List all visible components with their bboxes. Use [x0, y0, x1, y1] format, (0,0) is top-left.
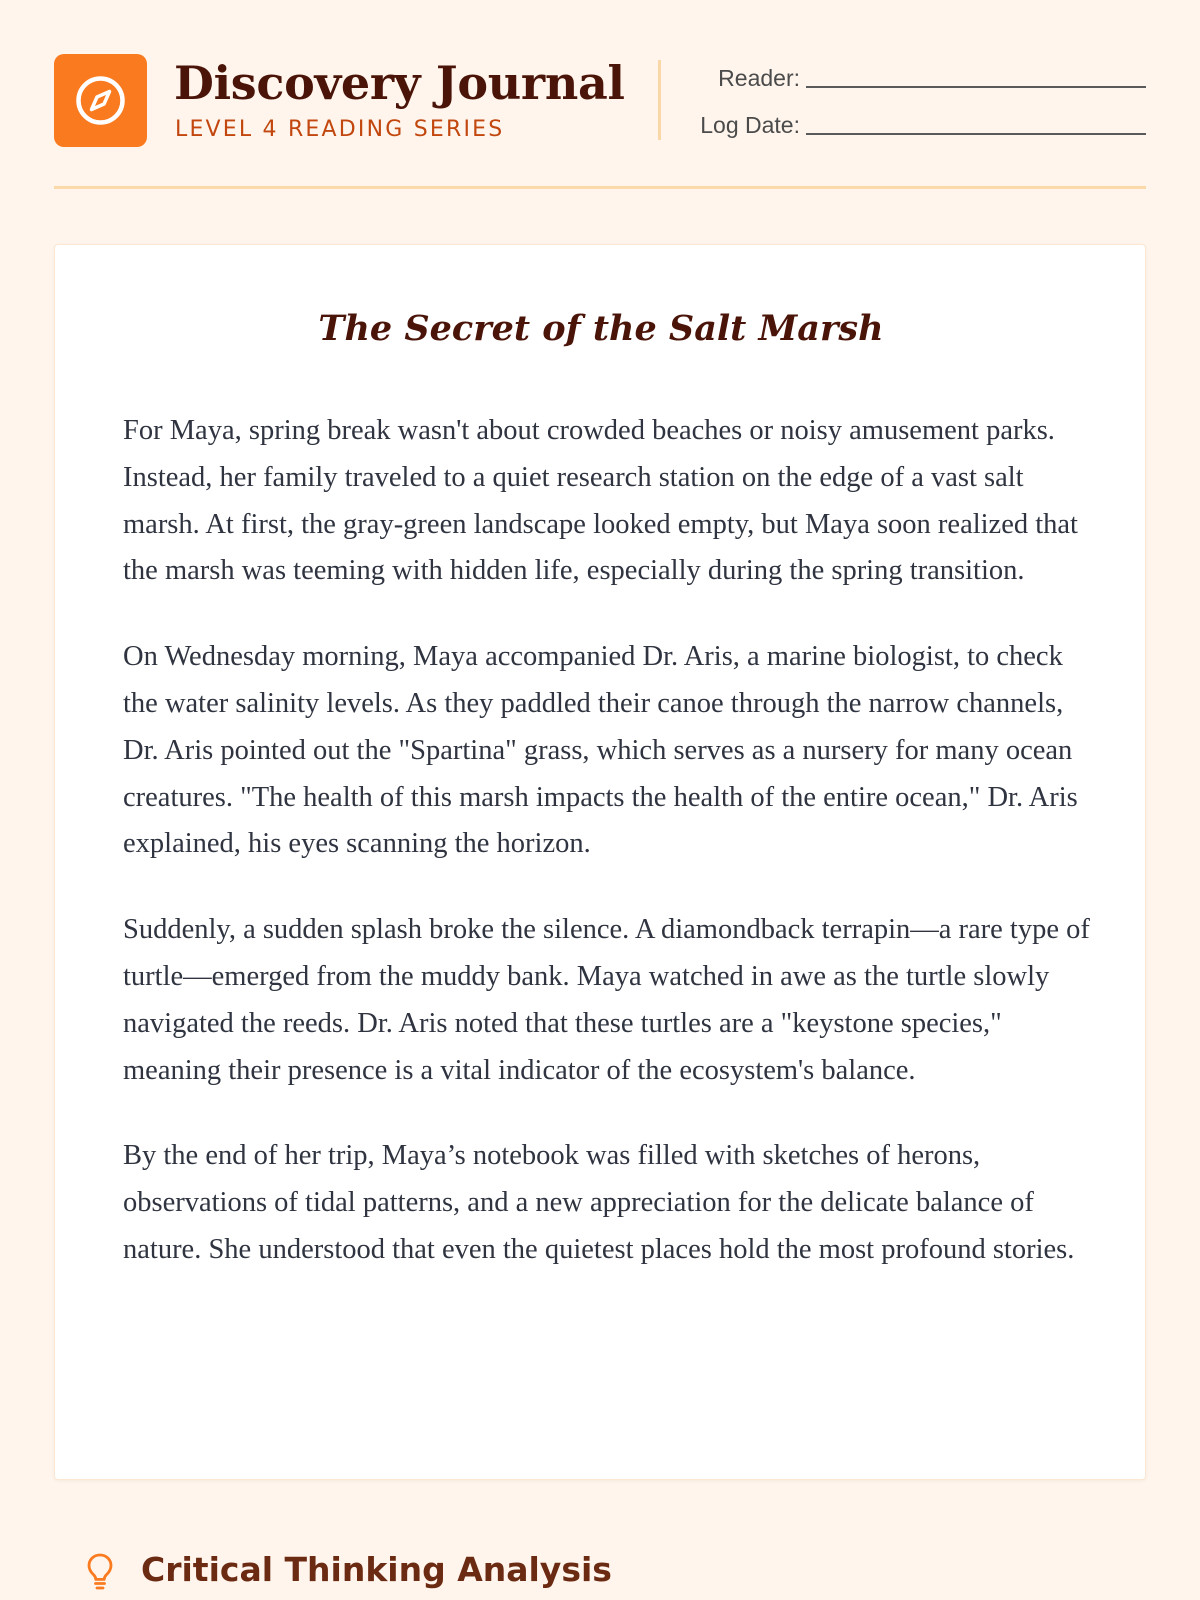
story-paragraph: For Maya, spring break wasn't about crowded beaches or noisy amusement parks. Instead, her family traveled to a quiet research station on the edge of a vast salt marsh. At first, the gray-green landscape looked empty, but Maya soon realized that the marsh was teeming with hidden life, especially during the spring transition.: [123, 415, 1078, 587]
story-paragraph: On Wednesday morning, Maya accompanied Dr. Aris, a marine biologist, to check the water salinity levels. As they paddled their canoe through the narrow channels, Dr. Aris pointed out the "Spartina" grass, which serves as a nursery for many ocean creatures. "The health of this marsh impacts the health of the entire ocean," Dr. Aris explained, his eyes scanning the horizon.: [123, 641, 1078, 860]
reader-blank-line[interactable]: [806, 64, 1146, 88]
lightbulb-icon: [86, 1552, 114, 1592]
series-subtitle: LEVEL 4 READING SERIES: [175, 117, 505, 142]
story-card: [54, 244, 1146, 1480]
reader-field: [718, 64, 1146, 96]
story-title: The Secret of the Salt Marsh: [318, 308, 884, 349]
journal-title: Discovery Journal: [174, 56, 625, 110]
header-divider: [658, 60, 661, 140]
log-date-label: Log Date:: [700, 112, 800, 138]
story-paragraph: By the end of her trip, Maya’s notebook was filled with sketches of herons, observations of tidal patterns, and a new appreciation for the delicate balance of nature. She understood that even the quietest places hold the most profound stories.: [123, 1140, 1075, 1265]
reader-label: Reader:: [718, 65, 800, 91]
compass-icon: [75, 75, 126, 126]
logo: [54, 54, 147, 147]
header-rule: [54, 186, 1146, 189]
journal-header: [54, 54, 1146, 146]
story-body: [123, 408, 1103, 1274]
log-date-blank-line[interactable]: [806, 111, 1146, 135]
section-title: Critical Thinking Analysis: [141, 1550, 612, 1589]
story-paragraph: Suddenly, a sudden splash broke the silence. A diamondback terrapin—a rare type of turtle—emerged from the muddy bank. Maya watched in awe as the turtle slowly navigated the reeds. Dr. Aris noted that these turtles are a "keystone species," meaning their presence is a vital indicator of the ecosystem's balance.: [123, 914, 1090, 1086]
log-date-field: [700, 111, 1146, 143]
